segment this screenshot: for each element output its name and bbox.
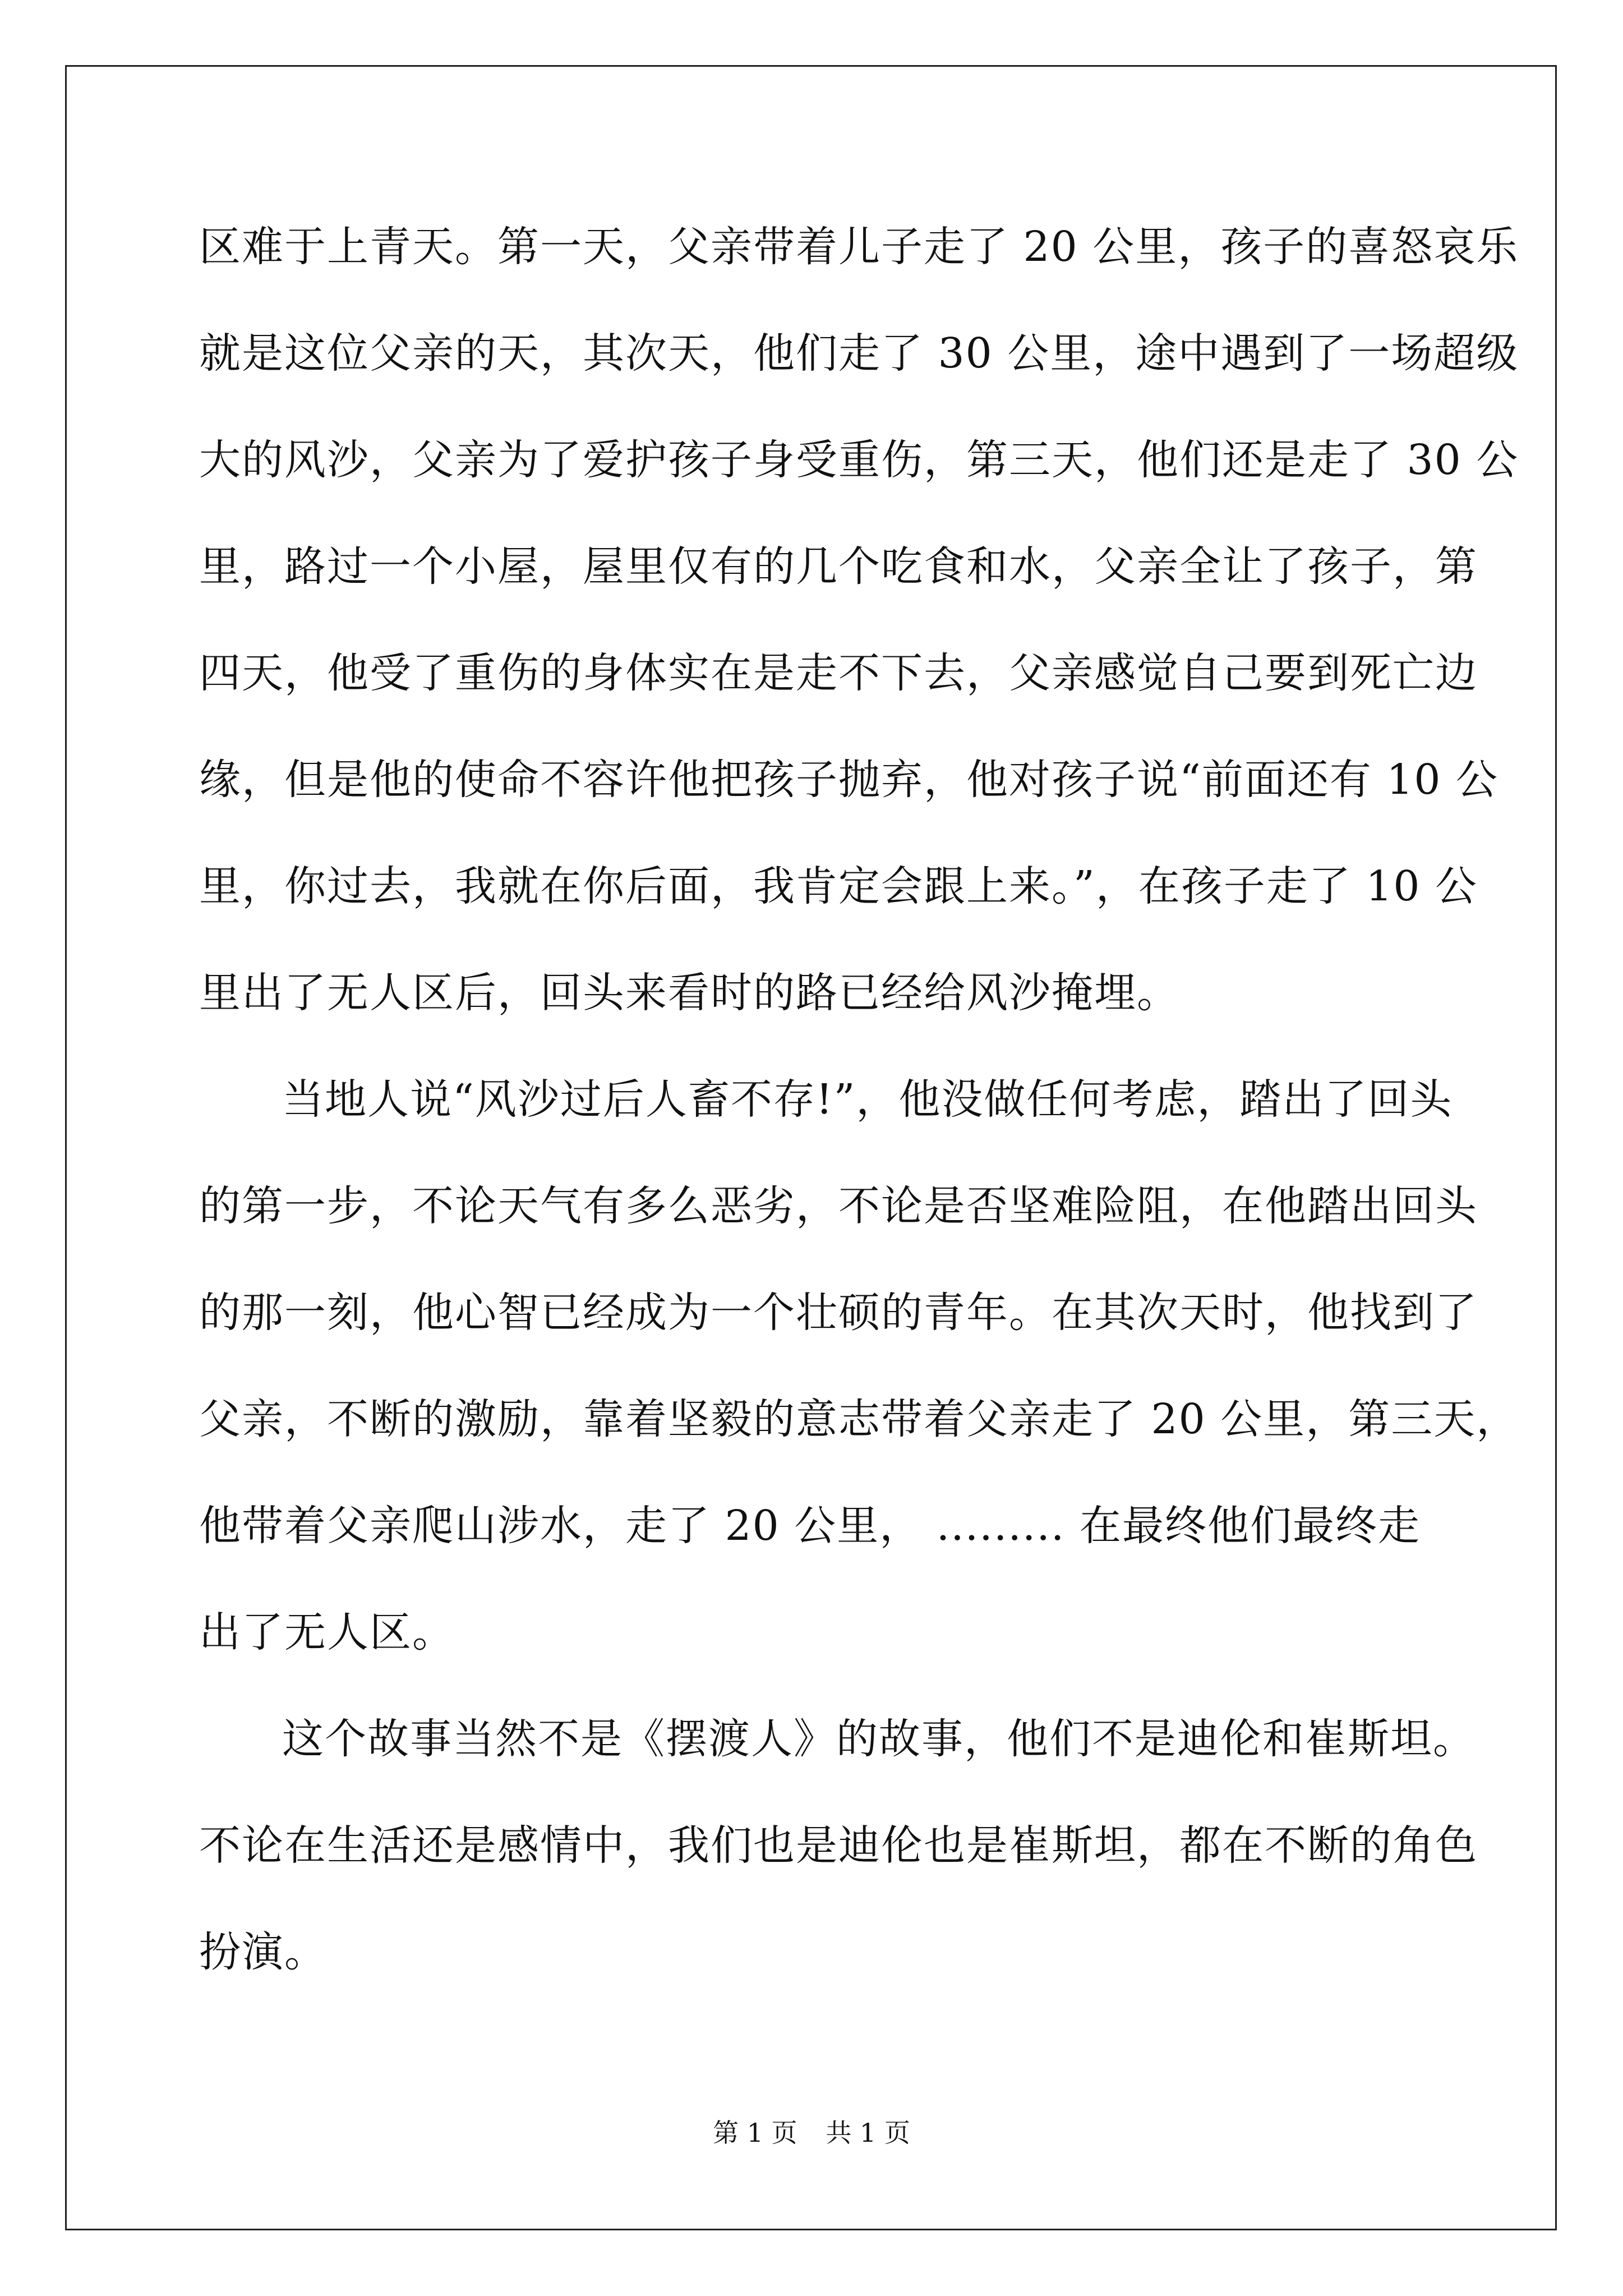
text-line: 里，路过一个小屋，屋里仅有的几个吃食和水，父亲全让了孩子，第: [199, 542, 1478, 591]
text-line: 区难于上青天。第一天，父亲带着儿子走了 20 公里，孩子的喜怒哀乐: [199, 223, 1519, 271]
text-line: 大的风沙，父亲为了爱护孩子身受重伤，第三天，他们还是走了 30 公: [199, 436, 1519, 484]
text-line: 就是这位父亲的天，其次天，他们走了 30 公里，途中遇到了一场超级: [199, 329, 1519, 378]
text-line: 的那一刻，他心智已经成为一个壮硕的青年。在其次天时，他找到了: [199, 1289, 1478, 1337]
text-line: 里出了无人区后，回头来看时的路已经给风沙掩埋。: [199, 969, 1179, 1017]
page-footer: [0, 2116, 1623, 2150]
page-number: 第 1 页: [713, 2118, 797, 2148]
page-border: [65, 65, 1557, 2230]
text-line: 缘，但是他的使命不容许他把孩子抛弃，他对孩子说“前面还有 10 公: [199, 756, 1499, 804]
text-line: 父亲，不断的激励，靠着坚毅的意志带着父亲走了 20 公里，第三天，: [199, 1395, 1519, 1443]
text-line: 四天，他受了重伤的身体实在是走不下去，父亲感觉自己要到死亡边: [199, 649, 1478, 697]
text-line: 不论在生活还是感情中，我们也是迪伦也是崔斯坦，都在不断的角色: [199, 1821, 1478, 1870]
text-line: 里，你过去，我就在你后面，我肯定会跟上来。”，在孩子走了 10 公: [199, 862, 1478, 910]
text-line: 扮演。: [199, 1928, 327, 1976]
text-line: 出了无人区。: [199, 1608, 455, 1657]
text-line: 他带着父亲爬山涉水，走了 20 公里， ......... 在最终他们最终走: [199, 1502, 1421, 1550]
paragraph-start-line: 当地人说“风沙过后人畜不存!”，他没做任何考虑，踏出了回头: [282, 1075, 1453, 1124]
text-line: 的第一步，不论天气有多么恶劣，不论是否坚难险阻，在他踏出回头: [199, 1182, 1478, 1230]
total-pages: 共 1 页: [826, 2118, 910, 2148]
paragraph-start-line: 这个故事当然不是《摆渡人》的故事，他们不是迪伦和崔斯坦。: [282, 1715, 1476, 1763]
